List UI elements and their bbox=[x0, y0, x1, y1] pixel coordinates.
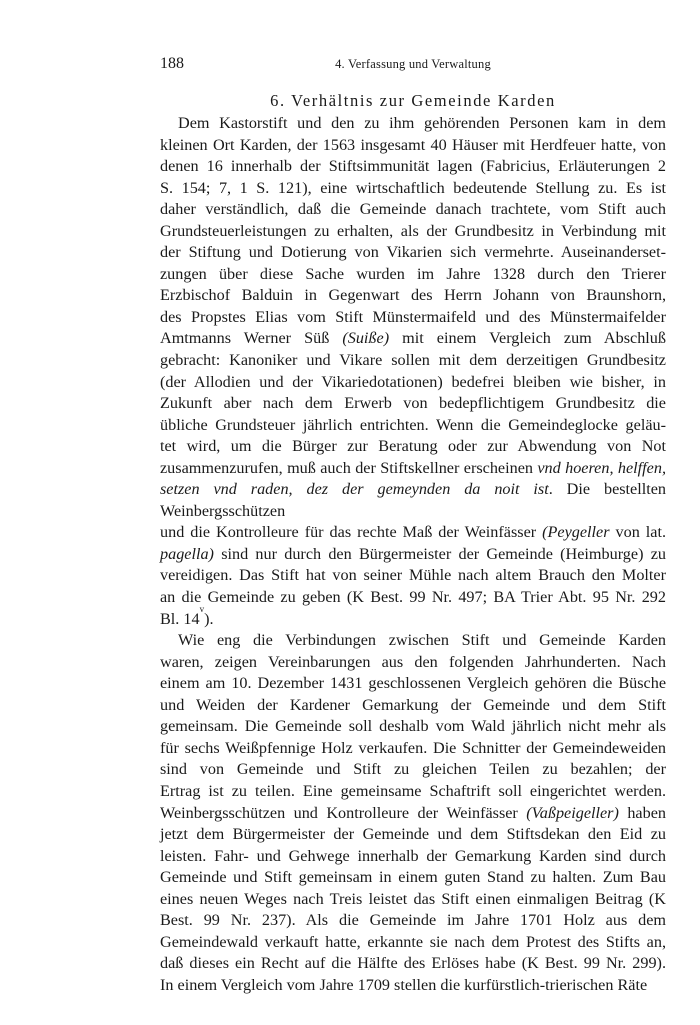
text-line: (der Allodien und der Vikariedotationen) bedefrei bleiben wie bisher, in bbox=[160, 372, 666, 391]
text-line: In einem Vergleich vom Jahre 1709 stellen die kurfürstlich-trierischen Räte bbox=[160, 975, 648, 994]
text-line: gemeinsam. Die Gemeinde soll deshalb vom Wald jährlich nicht mehr als bbox=[160, 717, 666, 736]
text-line: gebracht: Kanoniker und Vikare sollen mit dem derzeitigen Grundbesitz bbox=[160, 351, 666, 370]
italic-quote: vnd hoeren, helffen, bbox=[537, 458, 666, 477]
text-line bbox=[160, 458, 666, 480]
paragraph-1 bbox=[160, 113, 666, 630]
text-line: daher verständlich, daß die Gemeinde danach trachtete, vom Stift auch bbox=[160, 200, 666, 219]
text-line: Gemeinde und Stift gemeinsam in einem guten Stand zu halten. Zum Bau bbox=[160, 868, 666, 887]
text-line: Gemeindewald verkauft hatte, erkannte sie nach dem Protest des Stifts an, bbox=[160, 932, 666, 951]
text-line: sind von Gemeinde und Stift zu gleichen Teilen zu bezahlen; der bbox=[160, 760, 666, 779]
superscript: v bbox=[199, 604, 205, 615]
text-run: von lat. bbox=[609, 523, 666, 542]
text-line: leisten. Fahr- und Gehwege innerhalb der Gemarkung Karden sind durch bbox=[160, 846, 666, 865]
text-run: sind nur durch den Bürgermeister der Gemeinde (Heimburge) zu bbox=[213, 544, 666, 563]
text-line: und Weiden der Kardener Gemarkung der Gemeinde und dem Stift bbox=[160, 695, 666, 714]
italic-quote: (Vaßpeigeller) bbox=[526, 803, 619, 822]
text-line: des Propstes Elias vom Stift Münstermaifeld und des Münstermaifelder bbox=[160, 307, 666, 326]
text-line: Zukunft aber nach dem Erwerb von bedepflichtigem Grundbesitz die bbox=[160, 394, 666, 413]
text-line: denen 16 innerhalb der Stiftsimmunität lagen (Fabricius, Erläuterungen 2 bbox=[160, 157, 666, 176]
text-line bbox=[160, 522, 666, 544]
text-run: Bl. 14 bbox=[160, 609, 200, 628]
text-line: waren, zeigen Vereinbarungen aus den folgenden Jahrhunderten. Nach bbox=[160, 652, 666, 671]
text-run: ). bbox=[204, 609, 214, 628]
text-line: Grundsteuerleistungen zu erhalten, als der Grundbesitz in Verbindung mit bbox=[160, 221, 666, 240]
text-line: eines neuen Weges nach Treis leistet das Stift einen einmaligen Beitrag (K bbox=[160, 889, 666, 908]
italic-quote: (Peygeller bbox=[542, 523, 610, 542]
running-title: 4. Verfassung und Verwaltung bbox=[335, 57, 491, 71]
italic-quote: setzen vnd raden, dez der gemeynden da noit ist bbox=[160, 480, 549, 499]
italic-quote: pagella) bbox=[160, 544, 214, 563]
text-line bbox=[160, 544, 666, 566]
text-line: S. 154; 7, 1 S. 121), eine wirtschaftlich bedeutende Stellung zu. Es ist bbox=[160, 178, 666, 197]
text-run: zusammenzurufen, muß auch der Stiftskellner erscheinen bbox=[160, 458, 538, 477]
page-number: 188 bbox=[160, 55, 184, 72]
text-line: jetzt dem Bürgermeister der Gemeinde und dem Stiftsdekan den Eid zu bbox=[160, 825, 666, 844]
text-line bbox=[160, 803, 666, 825]
text-line: kleinen Ort Karden, der 1563 insgesamt 40 Häuser mit Herdfeuer hatte, von bbox=[160, 135, 666, 154]
text-line: für sechs Weißpfennige Holz verkaufen. Die Schnitter der Gemeindeweiden bbox=[160, 738, 666, 757]
text-run: . Die bestellten Weinbergsschützen bbox=[160, 480, 667, 520]
text-run: Weinbergsschützen und Kontrolleure der Weinfässer bbox=[160, 803, 527, 822]
text-line: vereidigen. Das Stift hat von seiner Mühle nach altem Brauch den Molter bbox=[160, 566, 666, 585]
text-line: übliche Grundsteuer jährlich entrichten. Wenn die Gemeindeglocke geläu- bbox=[160, 415, 666, 434]
body-text bbox=[160, 113, 666, 996]
text-line: der Stiftung und Dotierung von Vikarien sich vermehrte. Auseinanderset- bbox=[160, 243, 666, 262]
text-line: Erzbischof Balduin in Gegenwart des Herrn Johann von Braunshorn, bbox=[160, 286, 666, 305]
text-line: Dem Kastorstift und den zu ihm gehörenden Personen kam in dem bbox=[178, 114, 666, 132]
italic-quote: (Suiße) bbox=[342, 329, 390, 348]
text-run: Amtmanns Werner Süß bbox=[160, 329, 343, 348]
text-run: und die Kontrolleure für das rechte Maß der Weinfässer bbox=[160, 523, 543, 542]
paragraph-2 bbox=[160, 630, 666, 996]
text-line: an die Gemeinde zu geben (K Best. 99 Nr. 497; BA Trier Abt. 95 Nr. 292 bbox=[160, 588, 666, 607]
text-run: haben bbox=[618, 803, 666, 822]
text-line bbox=[160, 328, 666, 350]
text-line: Ertrag ist zu teilen. Eine gemeinsame Schaftrift soll eingerichtet werden. bbox=[160, 781, 666, 800]
section-heading: 6. Verhältnis zur Gemeinde Karden bbox=[270, 91, 556, 110]
text-line: zungen über diese Sache wurden im Jahre 1328 durch den Trierer bbox=[160, 264, 666, 283]
text-line: tet wird, um die Bürger zur Beratung oder zur Abwendung von Not bbox=[160, 437, 666, 456]
text-line: daß dieses ein Recht auf die Hälfte des Erlöses habe (K Best. 99 Nr. 299). bbox=[160, 954, 666, 973]
running-head bbox=[160, 55, 666, 75]
text-line: einem am 10. Dezember 1431 geschlossenen Vergleich gehören die Büsche bbox=[160, 674, 666, 693]
text-line bbox=[160, 479, 666, 522]
text-line: Wie eng die Verbindungen zwischen Stift und Gemeinde Karden bbox=[178, 631, 666, 650]
text-line bbox=[160, 604, 666, 631]
text-run: mit einem Vergleich zum Abschluß bbox=[389, 329, 666, 348]
text-line: Best. 99 Nr. 237). Als die Gemeinde im Jahre 1701 Holz aus dem bbox=[160, 911, 666, 930]
